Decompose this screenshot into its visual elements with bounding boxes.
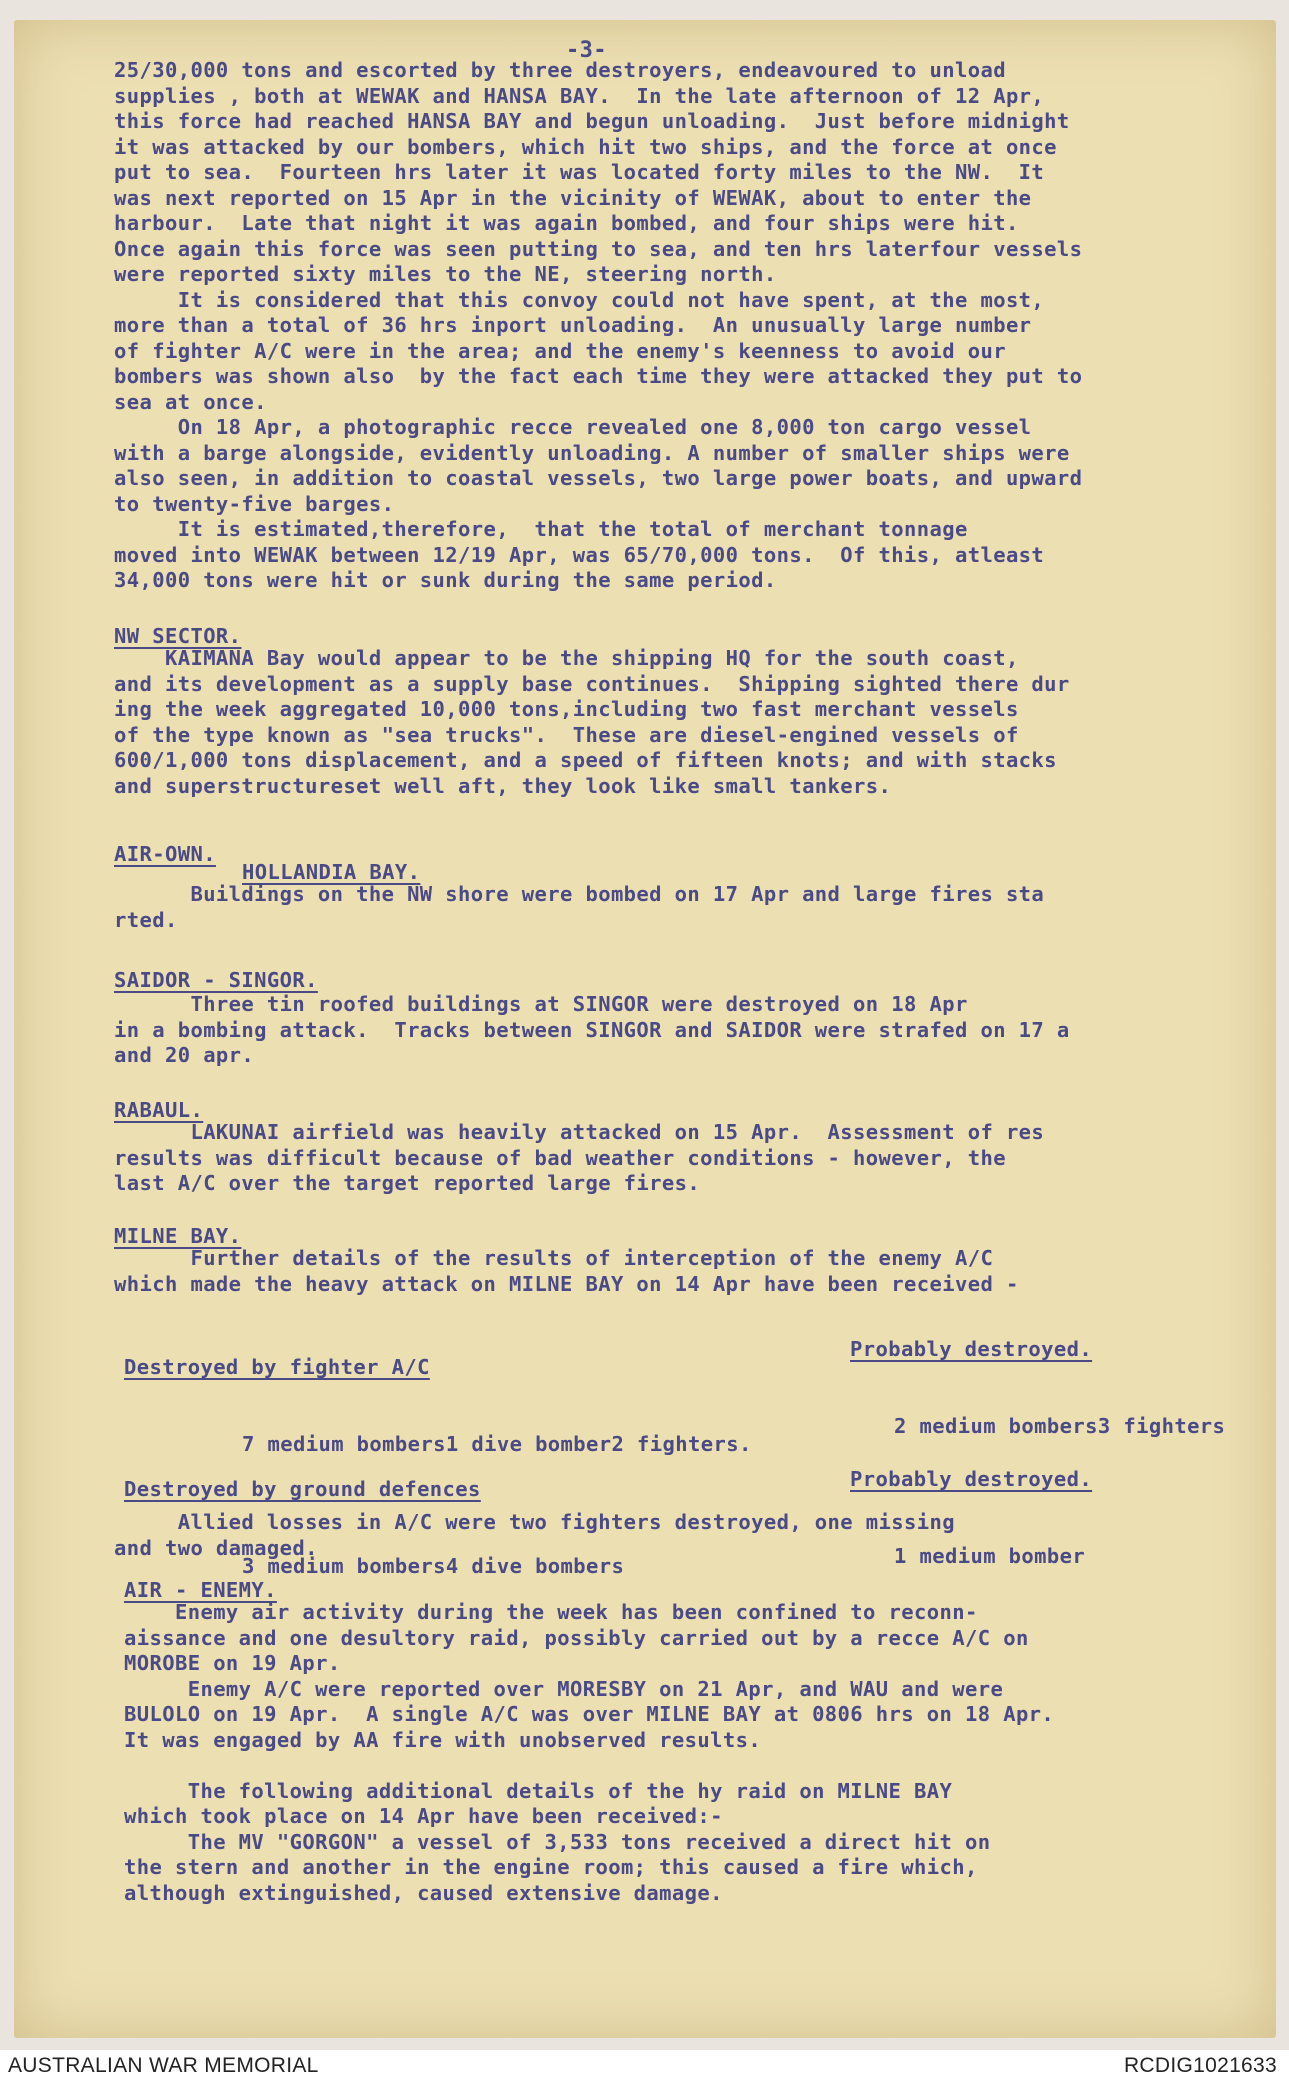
- list-item: 4 dive bombers: [445, 1553, 625, 1578]
- text-line: ing the week aggregated 10,000 tons,including two fast merchant vessels: [114, 697, 1019, 721]
- saidor-singor-body: [114, 992, 1264, 1069]
- list-item: 7 medium bombers: [242, 1431, 446, 1456]
- text-line: The following additional details of the hy raid on MILNE BAY: [124, 1778, 953, 1803]
- text-line: 25/30,000 tons and escorted by three destroyers, endeavoured to unload: [114, 58, 1006, 82]
- text-line: this force had reached HANSA BAY and begun unloading. Just before midnight: [114, 109, 1070, 133]
- list-item: 3 medium bombers: [242, 1553, 446, 1578]
- text-line: Further details of the results of interception of the enemy A/C: [114, 1246, 994, 1270]
- text-line: Once again this force was seen putting to sea, and ten hrs laterfour vessels: [114, 236, 1083, 261]
- text-line: bombers was shown also by the fact each time they were attacked they put to: [114, 364, 1083, 388]
- text-line: MOROBE on 19 Apr.: [124, 1651, 341, 1675]
- archive-name: AUSTRALIAN WAR MEMORIAL: [8, 2054, 319, 2077]
- text-line: Allied losses in A/C were two fighters destroyed, one missing: [114, 1510, 955, 1534]
- text-line: which took place on 14 Apr have been received:-: [124, 1804, 723, 1828]
- text-line: sea at once.: [114, 389, 267, 414]
- text-line: and superstructureset well aft, they look like small tankers.: [114, 773, 892, 798]
- text-line: which made the heavy attack on MILNE BAY on 14 Apr have been received -: [114, 1271, 1019, 1296]
- text-line: and its development as a supply base continues. Shipping sighted there dur: [114, 671, 1070, 696]
- text-line: harbour. Late that night it was again bombed, and four ships were hit.: [114, 211, 1019, 235]
- text-line: was next reported on 15 Apr in the vicinity of WEWAK, about to enter the: [114, 185, 1032, 210]
- typed-page: [14, 20, 1276, 2038]
- ground-destroyed-heading: Destroyed by ground defences: [124, 1477, 481, 1501]
- list-item: 3 fighters: [1097, 1413, 1226, 1438]
- text-line: Enemy air activity during the week has been confined to reconn-: [124, 1600, 978, 1624]
- text-line: LAKUNAI airfield was heavily attacked on 15 Apr. Assessment of res: [114, 1120, 1045, 1144]
- nw-sector-body: [114, 646, 1264, 799]
- text-line: more than a total of 36 hrs inport unloading. An unusually large number: [114, 313, 1032, 337]
- record-id: RCDIG1021633: [1123, 2054, 1277, 2077]
- text-line: of fighter A/C were in the area; and the enemy's keenness to avoid our: [114, 338, 1006, 363]
- page-number: -3-: [566, 38, 607, 63]
- list-item: 2 fighters.: [611, 1431, 752, 1456]
- text-line: It was engaged by AA fire with unobserved results.: [124, 1727, 762, 1752]
- text-line: with a barge alongside, evidently unloading. A number of smaller ships were: [114, 440, 1070, 465]
- text-line: It is considered that this convoy could not have spent, at the most,: [114, 287, 1045, 312]
- text-line: although extinguished, caused extensive damage.: [124, 1880, 723, 1905]
- saidor-singor-heading: SAIDOR - SINGOR.: [114, 968, 318, 992]
- text-line: of the type known as "sea trucks". These are diesel-engined vessels of: [114, 722, 1019, 747]
- rabaul-heading: RABAUL.: [114, 1098, 204, 1122]
- text-line: The MV "GORGON" a vessel of 3,533 tons received a direct hit on: [124, 1829, 991, 1854]
- text-line: to twenty-five barges.: [114, 491, 395, 516]
- text-line: and 20 apr.: [114, 1043, 255, 1067]
- text-line: were reported sixty miles to the NE, steering north.: [114, 262, 777, 286]
- text-line: last A/C over the target reported large fires.: [114, 1171, 701, 1195]
- text-line: Three tin roofed buildings at SINGOR were destroyed on 18 Apr: [114, 992, 968, 1016]
- text-line: rted.: [114, 907, 178, 932]
- text-line: [124, 1753, 1274, 1779]
- list-item: 1 medium bomber: [894, 1543, 1086, 1568]
- text-line: On 18 Apr, a photographic recce revealed one 8,000 ton cargo vessel: [114, 415, 1032, 439]
- milne-bay-heading: MILNE BAY.: [114, 1224, 242, 1248]
- allied-losses-paragraph: [114, 1510, 1264, 1561]
- text-line: Buildings on the NW shore were bombed on 17 Apr and large fires sta: [114, 882, 1045, 906]
- text-line: supplies , both at WEWAK and HANSA BAY. In the late afternoon of 12 Apr,: [114, 83, 1045, 108]
- text-line: 600/1,000 tons displacement, and a speed of fifteen knots; and with stacks: [114, 748, 1057, 772]
- text-line: 34,000 tons were hit or sunk during the same period.: [114, 568, 777, 592]
- text-line: BULOLO on 19 Apr. A single A/C was over MILNE BAY at 0806 hrs on 18 Apr.: [124, 1702, 1055, 1726]
- ground-probable-heading: Probably destroyed.: [850, 1467, 1093, 1491]
- text-line: aissance and one desultory raid, possibly carried out by a recce A/C on: [124, 1625, 1029, 1650]
- air-enemy-heading: AIR - ENEMY.: [124, 1578, 277, 1602]
- text-line: It is estimated,therefore, that the total of merchant tonnage: [114, 517, 968, 541]
- fighter-probable-heading: Probably destroyed.: [850, 1337, 1093, 1361]
- hollandia-bay-heading: HOLLANDIA BAY.: [242, 860, 421, 884]
- air-enemy-body: [124, 1600, 1274, 1906]
- air-own-body: [114, 882, 1264, 933]
- document-sheet: [14, 20, 1276, 2038]
- text-line: moved into WEWAK between 12/19 Apr, was 65/70,000 tons. Of this, atleast: [114, 542, 1045, 567]
- text-line: Enemy A/C were reported over MORESBY on 21 Apr, and WAU and were: [124, 1676, 1004, 1701]
- archive-footer: [0, 2050, 1289, 2082]
- text-line: KAIMANA Bay would appear to be the shipping HQ for the south coast,: [114, 646, 1019, 670]
- text-line: also seen, in addition to coastal vessels, two large power boats, and upward: [114, 466, 1083, 490]
- fighter-destroyed-heading: Destroyed by fighter A/C: [124, 1355, 430, 1379]
- text-line: the stern and another in the engine room; this caused a fire which,: [124, 1855, 978, 1879]
- text-line: it was attacked by our bombers, which hit two ships, and the force at once: [114, 134, 1057, 159]
- list-item: 1 dive bomber: [445, 1431, 612, 1456]
- air-own-heading: AIR-OWN.: [114, 842, 216, 866]
- text-line: put to sea. Fourteen hrs later it was located forty miles to the NW. It: [114, 160, 1045, 184]
- list-item: 2 medium bombers: [894, 1413, 1098, 1438]
- text-line: and two damaged.: [114, 1535, 318, 1560]
- opening-paragraphs: [114, 58, 1264, 594]
- nw-sector-heading: NW SECTOR.: [114, 624, 242, 648]
- text-line: results was difficult because of bad weather conditions - however, the: [114, 1145, 1006, 1170]
- rabaul-body: [114, 1120, 1264, 1197]
- text-line: in a bombing attack. Tracks between SINGOR and SAIDOR were strafed on 17 a: [114, 1017, 1070, 1042]
